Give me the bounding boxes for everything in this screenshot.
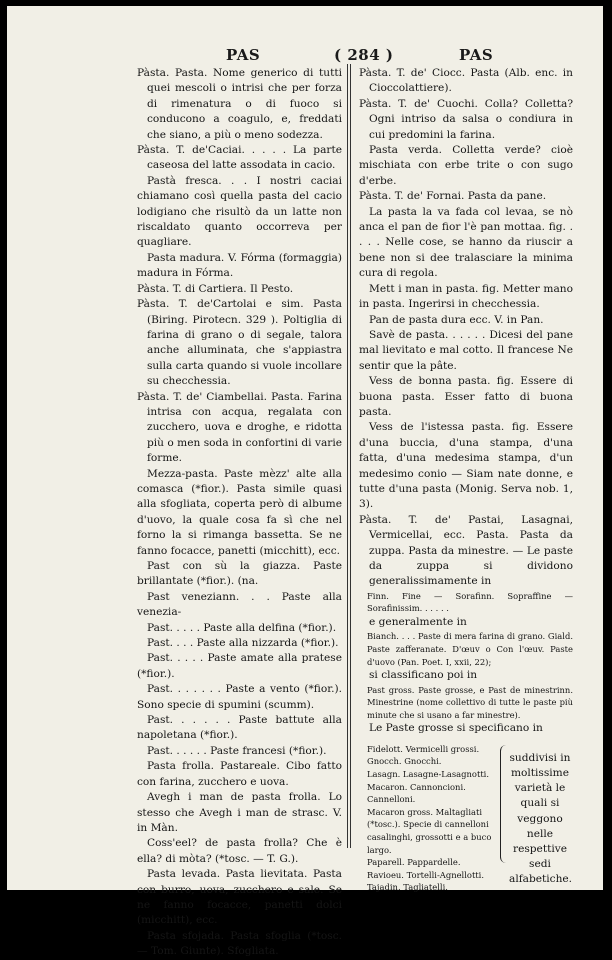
dictionary-entry: Pàsta. T. de' Cuochi. Colla? Colletta? Ogni intriso da salsa o condiura in cui predomini la farina. bbox=[359, 97, 573, 141]
paragraph: Past. . . . . . Paste francesi (*fior.). bbox=[147, 744, 327, 757]
paragraph: Vess de l'istessa pasta. fig. Essere d'una buccia, d'una stampa, d'una fatta, d'una medesima stampa, d'un medesimo conio — Siam nate donne, e tutte d'una pasta (Monig. Serva nob. 1, 3). bbox=[359, 421, 573, 511]
paragraph: Past veneziann. . . Paste alla venezia- bbox=[137, 590, 342, 619]
left-column bbox=[137, 66, 342, 960]
dictionary-entry: Pàsta. T. de' Fornai. Pasta da pane. bbox=[359, 190, 547, 203]
dictionary-entry: Pàsta. T. de'Caciai. . . . . La parte caseosa del latte assodata in cacio. bbox=[137, 144, 342, 172]
list-item: Macaron gross. Maltagliati (*tosc.). Specie di cannelloni casalinghi, grossotti e a buco largo. bbox=[367, 806, 492, 855]
dictionary-entry: Pàsta. T. di Cartiera. Il Pesto. bbox=[137, 282, 294, 295]
list-item: Lasagn. Lasagne-Lasagnotti. bbox=[367, 768, 490, 779]
paragraph: Pasta frolla. Pastareale. Cibo fatto con farina, zucchero e uova. bbox=[137, 760, 342, 788]
list-item: Fidelott. Vermicelli grossi. bbox=[367, 743, 480, 754]
paragraph: Pasta levada. Pasta lievitata. Pasta con burro, uova, zucchero e sale. Se ne fanno focacce, panetti dolci (micchitt), ecc. bbox=[137, 868, 342, 927]
book-page bbox=[7, 6, 603, 958]
paragraph: Past. . . . . . . Paste a vento (*fior.). Sono specie di spumini (scumm). bbox=[137, 683, 342, 711]
paragraph: Avegh i man de pasta frolla. Lo stesso che Avegh i man de strasc. V. in Màn. bbox=[137, 791, 342, 834]
dictionary-entry: Pàsta. T. de' Ciocc. Pasta (Alb. enc. in Cioccolattiere). bbox=[359, 67, 573, 95]
paragraph: Pan de pasta dura ecc. V. in Pan. bbox=[369, 313, 544, 326]
paragraph: Past. . . . . Paste alla delfina (*fior.). bbox=[147, 621, 337, 634]
paragraph: Past. . . . Paste alla nizzarda (*fior.). bbox=[147, 637, 339, 650]
list-item: Ravioeu. Tortelli-Agnellotti. bbox=[367, 869, 485, 880]
paragraph: Pasta madura. V. Fórma (formaggia) madura in Fórma. bbox=[137, 251, 342, 280]
paragraph: Savè de pasta. . . . . . Dicesi del pane mal lievitato e mal cotto. Il francese Ne sentir que la pâte. bbox=[359, 328, 573, 372]
dictionary-entry: Pàsta. Pasta. Nome generico di tutti quei mescoli o intrisi che per forza di rimenatura o di fuoco si conducono a coagulo, e, freddati che siano, a più o meno sodezza. bbox=[137, 67, 342, 141]
brace bbox=[500, 745, 509, 863]
list-item: Macaron. Cannoncioni. Cannelloni. bbox=[367, 781, 466, 805]
paragraph: Mezza-pasta. Paste mèzz' alte alla comasca (*fior.). Pasta simile quasi alla sfogliata, coperta però di albume d'uovo, la quale cosa fa sì che nel forno la si rimanga bassetta. Se ne fanno focacce, panetti (micchitt), ecc. bbox=[137, 467, 342, 557]
paragraph: Bianch. . . . Paste di mera farina di grano. Giald. Paste zafferanate. D'œuv o Con l'œuv. Paste d'uovo (Pan. Poet. I, xxii, 22); bbox=[367, 631, 573, 667]
list-item: Gnocch. Gnocchi. bbox=[367, 756, 442, 767]
paragraph: si classificano poi in bbox=[369, 669, 478, 682]
paragraph: Vess de bonna pasta. fig. Essere di buona pasta. Esser fatto di buona pasta. bbox=[359, 375, 573, 418]
column-divider bbox=[347, 64, 351, 848]
paragraph: Pasta verda. Colletta verde? cioè mischiata con erbe trite o con sugo d'erbe. bbox=[359, 144, 573, 187]
right-column bbox=[359, 66, 573, 894]
page-number: ( 284 ) bbox=[334, 46, 394, 64]
paste-grosse-list bbox=[367, 743, 572, 894]
dictionary-entry: Pàsta. T. de' Ciambellai. Pasta. Farina intrisa con acqua, regalata con zucchero, uova e droghe, e ridotta più o men soda in confortini di varie forme. bbox=[137, 390, 342, 465]
paragraph: Pastà fresca. . . I nostri caciai chiamano così quella pasta del cacio lodigiano che risultò da un latte non riscaldato quanto occorreva per quagliare. bbox=[137, 174, 342, 249]
paragraph: La pasta la va fada col levaa, se nò anca el pan de fior l'è pan mottaa. fig. . . . . Nelle cose, se hanno da riuscir a bene non si dee tralasciare la minima cura di regola. bbox=[359, 205, 573, 280]
list-item: Paparell. Pappardelle. bbox=[367, 857, 461, 868]
list-item: Tajadin. Tagliatelli. bbox=[367, 882, 448, 893]
paragraph: Pasta sfojada. Pasta sfoglia (*tosc. — Tom. Giunte). Sfogliata. bbox=[137, 929, 342, 958]
brace-note: suddivisi in moltissime varietà le quali si veggono nelle respettive sedi alfabetiche. bbox=[509, 751, 573, 886]
paragraph: Past. . . . . Paste amate alla pratese (*fior.). bbox=[137, 652, 342, 680]
paragraph: e generalmente in bbox=[369, 616, 467, 628]
paragraph: Finn. Fine — Sorafinn. Sopraffine — Sorafinissim. . . . . . bbox=[367, 590, 573, 614]
running-head-left: PAS bbox=[226, 46, 261, 64]
paragraph: Past. . . . . . Paste battute alla napoletana (*fior.). bbox=[137, 714, 342, 742]
running-head-right: PAS bbox=[459, 46, 494, 64]
paragraph: Coss'eel? de pasta frolla? Che è ella? di mòta? (*tosc. — T. G.). bbox=[137, 837, 342, 865]
dictionary-entry: Pàsta. T. de'Cartolai e sim. Pasta (Biring. Pirotecn. 329 ). Poltiglia di farina di grano o di segale, talora anche alluminata, che s'appiastra sulla carta quando si vuole incollare su checchessia. bbox=[137, 298, 342, 388]
paragraph: Le Paste grosse si specificano in bbox=[369, 722, 543, 735]
paragraph: Past gross. Paste grosse, e Past de minestrinn. Minestrine (nome collettivo di tutte le paste più minute che si usano a far minestre). bbox=[367, 684, 573, 720]
paragraph: Past con sù la giazza. Paste brillantate (*fior.). (na. bbox=[137, 560, 342, 588]
paragraph: Mett i man in pasta. fig. Metter mano in pasta. Ingerirsi in checchessia. bbox=[359, 282, 573, 311]
dictionary-entry: Pàsta. T. de' Pastai, Lasagnai, Vermicellai, ecc. Pasta. Pasta da zuppa. Pasta da minestre. — Le paste da zuppa si dividono generalissimamente in bbox=[359, 513, 573, 588]
